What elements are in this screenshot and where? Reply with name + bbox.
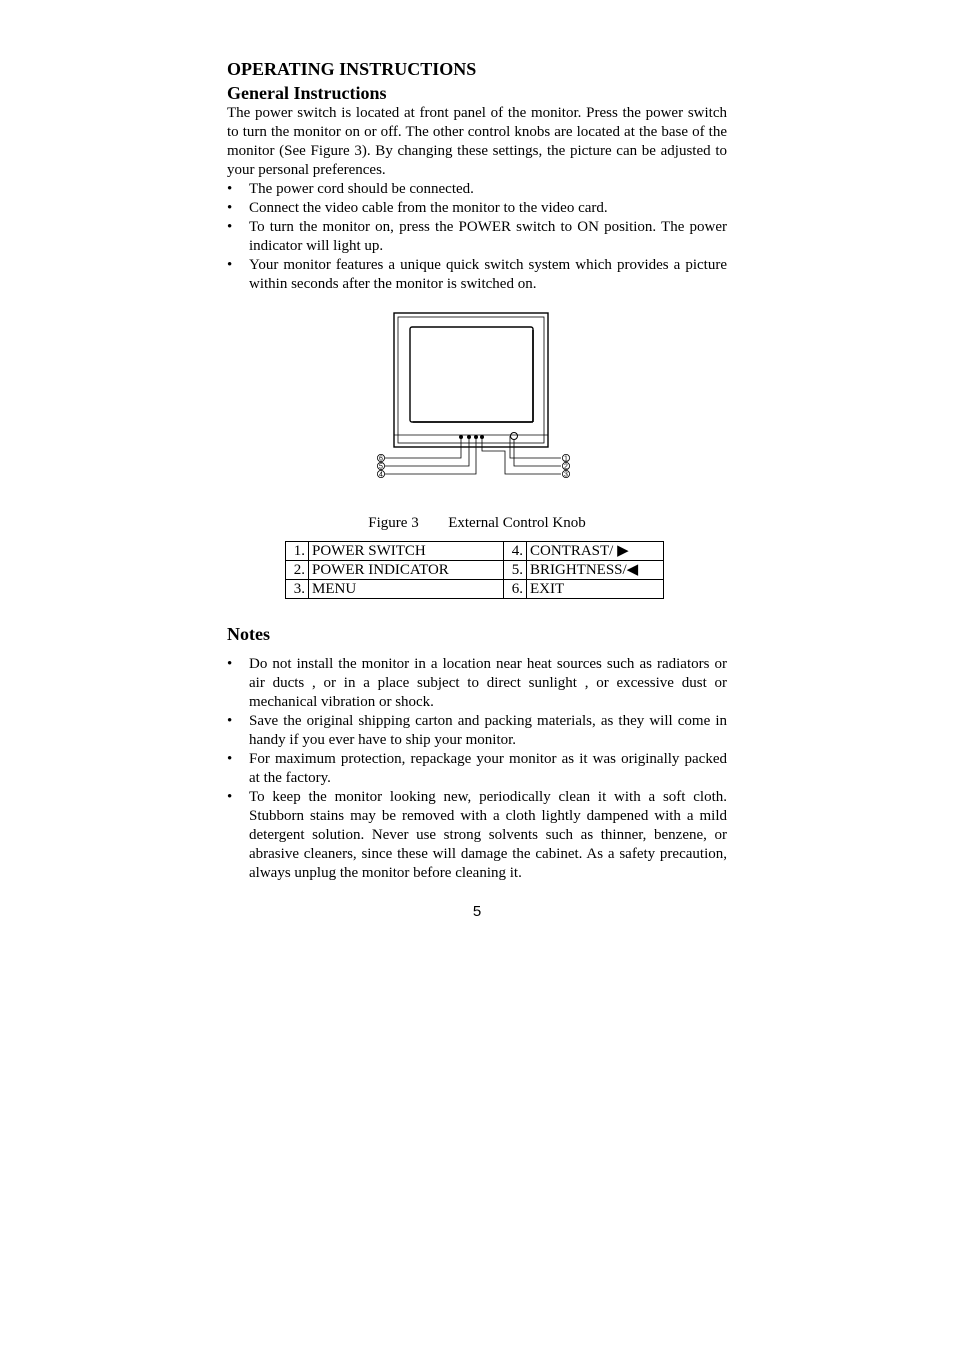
callout-label-6: 6 <box>379 455 383 463</box>
section-heading-notes: Notes <box>227 624 270 644</box>
monitor-figure <box>227 312 727 512</box>
list-item: • Save the original shipping carton and packing materials, as they will come in handy if you ever have to ship your monitor. <box>227 712 727 750</box>
knob-exit <box>459 435 463 439</box>
section-heading-general: General Instructions <box>227 83 387 103</box>
table-cell: 6. <box>504 580 527 599</box>
list-item: • To turn the monitor on, press the POWER switch to ON position. The power indicator will light up. <box>227 218 727 256</box>
list-item: • Connect the video cable from the monitor to the video card. <box>227 199 727 218</box>
list-item: • For maximum protection, repackage your monitor as it was originally packed at the factory. <box>227 750 727 788</box>
table-cell: POWER INDICATOR <box>309 561 504 580</box>
table-cell: BRIGHTNESS/◀ <box>527 561 664 580</box>
knob-contrast <box>474 435 478 439</box>
figure-number: Figure 3 <box>368 515 419 531</box>
notes-bullet-list <box>227 655 727 883</box>
callout-label-3: 3 <box>564 471 568 479</box>
figure-caption <box>227 514 727 533</box>
table-row <box>286 542 664 561</box>
page-number: 5 <box>472 903 482 920</box>
monitor-screen <box>410 327 533 422</box>
leader-line-6 <box>385 439 461 458</box>
list-item: • Your monitor features a unique quick switch system which provides a picture within seconds after the monitor is switched on. <box>227 256 727 294</box>
callout-label-2: 2 <box>564 463 568 471</box>
leader-line-4 <box>385 439 476 474</box>
list-item: • The power cord should be connected. <box>227 180 727 199</box>
monitor-bezel-inner <box>398 317 544 443</box>
table-cell: 1. <box>286 542 309 561</box>
list-item: • To keep the monitor looking new, periodically clean it with a soft cloth. Stubborn stains may be removed with a cloth lightly dampened with a mild detergent solution. Never use strong solvents such as thinner, benzene, or abrasive cleaners, since these will damage the cabinet. As a safety precaution, always unplug the monitor before cleaning it. <box>227 788 727 883</box>
callout-label-4: 4 <box>379 471 383 479</box>
table-row <box>286 561 664 580</box>
table-row <box>286 580 664 599</box>
page-heading: OPERATING INSTRUCTIONS <box>227 59 477 79</box>
table-cell: CONTRAST/ ▶ <box>527 542 664 561</box>
power-switch <box>511 433 518 440</box>
leader-line-2 <box>514 440 561 466</box>
page-content <box>227 58 727 883</box>
table-cell: POWER SWITCH <box>309 542 504 561</box>
monitor-bezel-outer <box>394 313 548 447</box>
table-cell: 3. <box>286 580 309 599</box>
table-cell: 4. <box>504 542 527 561</box>
table-cell: 2. <box>286 561 309 580</box>
control-knob-table <box>285 541 664 599</box>
knob-brightness <box>467 435 471 439</box>
figure-title: External Control Knob <box>448 515 586 531</box>
monitor-front-diagram <box>375 312 575 484</box>
callout-label-5: 5 <box>379 463 383 471</box>
table-cell: 5. <box>504 561 527 580</box>
general-bullet-list <box>227 180 727 294</box>
knob-menu <box>480 435 484 439</box>
leader-line-3 <box>482 446 561 474</box>
table-cell: MENU <box>309 580 504 599</box>
intro-paragraph: The power switch is located at front panel of the monitor. Press the power switch to turn the monitor on or off. The other control knobs are located at the base of the monitor (See Figure 3). By changing these settings, the picture can be adjusted to your personal preferences. <box>227 105 727 178</box>
callout-label-1: 1 <box>564 455 568 463</box>
table-cell: EXIT <box>527 580 664 599</box>
list-item: • Do not install the monitor in a location near heat sources such as radiators or air ducts , or in a place subject to direct sunlight , or excessive dust or mechanical vibration or shock. <box>227 655 727 712</box>
